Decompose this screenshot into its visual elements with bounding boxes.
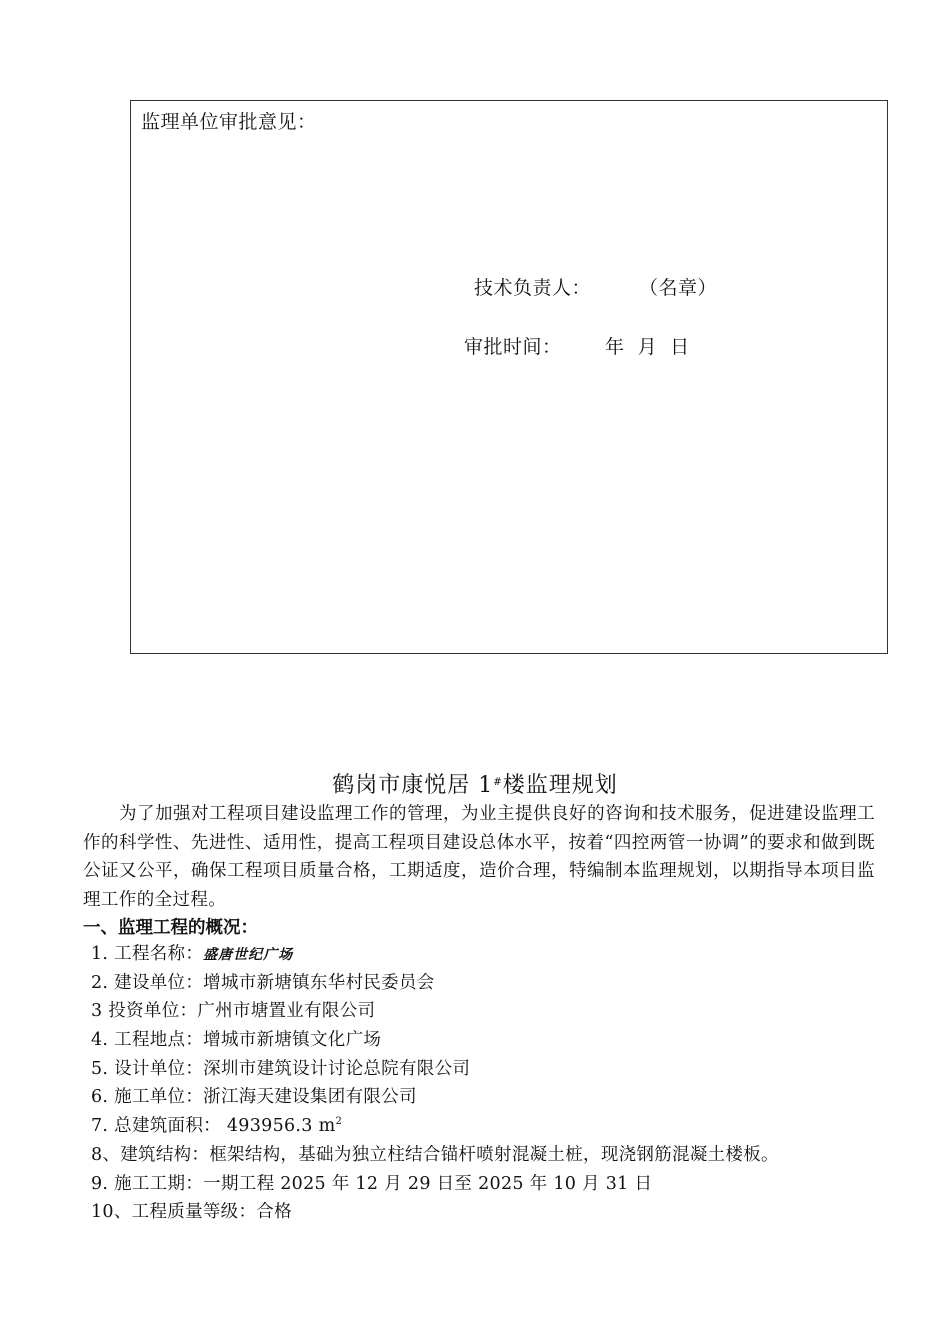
item-value: 深圳市建筑设计讨论总院有限公司 — [203, 1058, 471, 1079]
item-label: 3 投资单位： — [91, 1001, 198, 1022]
item-value: 广州市塘置业有限公司 — [197, 1001, 376, 1022]
list-item — [91, 1055, 779, 1084]
list-item — [91, 940, 779, 969]
list-item — [91, 1026, 779, 1055]
document-title — [0, 768, 950, 799]
approval-opinion-box — [130, 100, 888, 654]
item-value: 增城市新塘镇东华村民委员会 — [203, 972, 435, 993]
intro-paragraph: 为了加强对工程项目建设监理工作的管理，为业主提供良好的咨询和技术服务，促进建设监理工作的科学性、先进性、适用性，提高工程项目建设总体水平，按着“四控两管一协调”的要求和做到既公证又公平，确保工程项目质量合格，工期适度，造价合理，特编制本监理规划，以期指导本项目监理工作的全过程。 — [83, 804, 875, 910]
title-prefix: 鹤岗市康悦居 1 — [332, 773, 494, 798]
item-label: 1. 工程名称： — [91, 944, 204, 964]
item-value: 框架结构，基础为独立柱结合锚杆喷射混凝土桩，现浇钢筋混凝土楼板。 — [209, 1144, 779, 1165]
item-label: 10、工程质量等级： — [91, 1202, 257, 1223]
title-superscript: # — [493, 777, 503, 788]
list-item — [91, 1170, 779, 1199]
approval-time-label: 审批时间： — [464, 336, 562, 358]
item-label: 5. 设计单位： — [91, 1058, 204, 1079]
seal-label: （名章） — [639, 277, 718, 299]
title-suffix: 楼监理规划 — [502, 773, 618, 798]
list-item — [91, 969, 779, 998]
item-label: 2. 建设单位： — [91, 972, 204, 993]
approval-opinion-heading: 监理单位审批意见： — [141, 111, 317, 133]
project-info-list — [91, 940, 779, 1227]
item-label: 4. 工程地点： — [91, 1030, 204, 1051]
list-item — [91, 997, 779, 1026]
item-label: 9. 施工工期： — [91, 1173, 204, 1194]
item-value: 盛唐世纪广场 — [203, 947, 294, 963]
item-value: 浙江海天建设集团有限公司 — [203, 1087, 417, 1108]
item-label: 8、建筑结构： — [91, 1144, 210, 1165]
item-value: 增城市新塘镇文化广场 — [203, 1030, 382, 1051]
item-value: 493956.3 m — [220, 1116, 336, 1137]
tech-lead-label: 技术负责人： — [474, 277, 592, 299]
item-label: 7. 总建筑面积： — [91, 1116, 221, 1137]
list-item — [91, 1112, 779, 1141]
section-heading: 一、监理工程的概况： — [83, 918, 258, 938]
list-item — [91, 1198, 779, 1227]
list-item — [91, 1083, 779, 1112]
item-value: 一期工程 2025 年 12 月 29 日至 2025 年 10 月 31 日 — [203, 1173, 653, 1194]
item-value: 合格 — [256, 1202, 292, 1223]
list-item — [91, 1141, 779, 1170]
area-unit-superscript: 2 — [335, 1116, 343, 1128]
item-label: 6. 施工单位： — [91, 1087, 204, 1108]
approval-date-placeholder: 年 月 日 — [605, 336, 690, 358]
